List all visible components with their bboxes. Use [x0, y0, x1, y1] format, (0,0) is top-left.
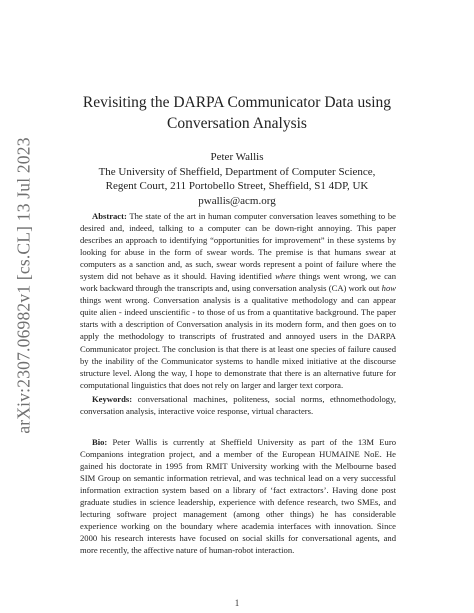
paper-title: [60, 92, 414, 134]
page-number: 1: [234, 598, 240, 608]
arxiv-id: arXiv:2307.06982v1 [cs.CL] 13 Jul 2023: [13, 136, 34, 434]
title-line-1: Revisiting the DARPA Communicator Data using: [82, 94, 392, 111]
author-block: [70, 150, 404, 208]
keywords-paragraph: [80, 393, 396, 417]
author-email: pwallis@acm.org: [198, 194, 276, 207]
keywords-label: Keywords:: [92, 394, 133, 404]
abstract-section: [80, 210, 396, 391]
abstract-text-2: things went wrong, we can work backward through the transcripts and, using conversation analysis (CA) work out: [80, 271, 396, 294]
abstract-label: Abstract:: [92, 211, 127, 221]
author-affiliation-2: Regent Court, 211 Portobello Street, Sheffield, S1 4DP, UK: [105, 180, 369, 192]
author-name: Peter Wallis: [210, 151, 264, 163]
abstract-emphasis-how: how: [381, 283, 396, 294]
keywords-text: conversational machines, politeness, social norms, ethnomethodology, conversation analysis, interactive voice response, virtual characters.: [80, 394, 396, 417]
abstract-emphasis-where: where: [275, 271, 296, 282]
title-line-2: Conversation Analysis: [167, 115, 307, 132]
keywords-section: [80, 393, 396, 417]
bio-text: Peter Wallis is currently at Sheffield University as part of the 13M Euro Companions integration project, and a member of the European HUMAINE NoE. He gained his doctorate in 1995 from RMIT University working with the Melbourne based SIM Group on semantic information retrieval, and was technical lead on a very successful information extraction system based on a library of ‘fact extractors’. Having done post graduate studies in science leadership, experience with defence research, two SMEs, and lecturing software project management (among other things) he has considerable experience working on the boundary where academia interfaces with innovation. Since 2000 his research interests have focused on social skills for conversational agents, and more recently, the affective nature of human-robot interaction.: [80, 437, 396, 556]
abstract-paragraph: [80, 210, 396, 391]
author-affiliation-1: The University of Sheffield, Department of Computer Science,: [98, 165, 376, 178]
abstract-text-3: things went wrong. Conversation analysis is a qualitative methodology and can appear quite alien - indeed unscientific - to those of us from a quantitative background. The paper starts with a description of Conversation analysis in its modern form, and then goes on to apply the methodology to transcripts of frustrated and annoyed users in the DARPA Communicator project. The conclusion is that there is at least one species of failure caused by the inability of the Communicator systems to handle mixed initiative at the discourse structure level. Along the way, I hope to demonstrate that there is an alternative future for computational linguistics that does not rely on larger and larger text corpora.: [80, 295, 396, 390]
abstract-text-1: The state of the art in human computer conversation leaves something to be desired and, indeed, talking to a computer can be down-right annoying. This paper describes an approach to identifying “opportunities for improvement” in these systems by looking for abuse in the form of swear words. The premise is that humans swear at computers as a sanction and, as such, swear words represent a point of failure where the system did not behave as it should. Having identified: [80, 211, 396, 282]
bio-section: [80, 436, 396, 556]
bio-paragraph: [80, 436, 396, 556]
arxiv-stamp: [2, 120, 46, 450]
bio-label: Bio:: [92, 437, 108, 447]
